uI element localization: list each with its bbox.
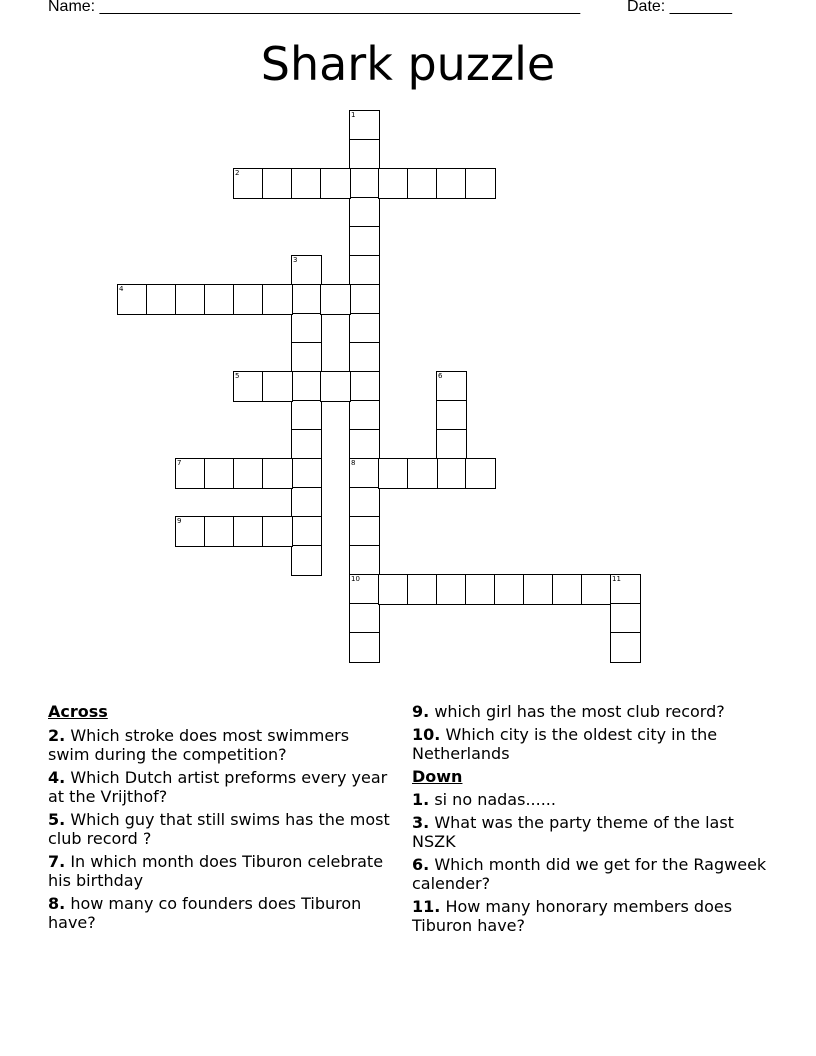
crossword-cell[interactable] (407, 168, 438, 199)
crossword-cell[interactable] (610, 632, 641, 663)
down-clue (412, 813, 772, 852)
crossword-cell[interactable] (204, 284, 235, 315)
crossword-cell[interactable] (349, 168, 380, 199)
cell-number: 1 (351, 111, 356, 119)
across-clue (48, 726, 393, 765)
across-clue (48, 768, 393, 807)
clue-number: 1. (412, 790, 430, 809)
crossword-cell[interactable] (581, 574, 612, 605)
clue-number: 6. (412, 854, 430, 874)
clue-text: Which stroke does most swimmers swim during the competition? (48, 725, 350, 764)
cell-number: 2 (235, 169, 240, 177)
crossword-cell[interactable] (233, 168, 264, 199)
crossword-cell[interactable] (262, 284, 293, 315)
crossword-cell[interactable] (291, 284, 322, 315)
crossword-cell[interactable] (349, 342, 380, 373)
crossword-cell[interactable] (233, 516, 264, 547)
crossword-cell[interactable] (349, 400, 380, 431)
crossword-cell[interactable] (378, 458, 409, 489)
clue-text: how many co founders does Tiburon have? (48, 893, 362, 932)
across-clue (48, 810, 393, 849)
crossword-cell[interactable] (349, 255, 380, 286)
crossword-cell[interactable] (349, 429, 380, 460)
cell-number: 9 (177, 517, 182, 525)
puzzle-title: Shark puzzle (260, 37, 556, 91)
crossword-cell[interactable] (552, 574, 583, 605)
crossword-cell[interactable] (349, 371, 380, 402)
clue-text: Which Dutch artist preforms every year at the Vrijthof? (48, 767, 388, 806)
crossword-cell[interactable] (262, 516, 293, 547)
clue-number: 4. (48, 767, 66, 787)
down-heading: Down (412, 766, 463, 786)
clue-number: 8. (48, 893, 66, 913)
crossword-cell[interactable] (349, 197, 380, 228)
crossword-cell[interactable] (349, 139, 380, 170)
crossword-cell[interactable] (610, 574, 641, 605)
clue-number: 11. (412, 896, 441, 916)
crossword-cell[interactable] (349, 226, 380, 257)
across-clue (412, 725, 772, 764)
crossword-cell[interactable] (378, 168, 409, 199)
clue-text: which girl has the most club record? (434, 702, 725, 721)
crossword-cell[interactable] (349, 574, 380, 605)
crossword-cell[interactable] (291, 487, 322, 518)
crossword-cell[interactable] (291, 255, 322, 286)
crossword-cell[interactable] (204, 458, 235, 489)
cell-number: 8 (351, 459, 356, 467)
crossword-cell[interactable] (320, 284, 351, 315)
clue-number: 9. (412, 702, 430, 721)
crossword-cell[interactable] (349, 284, 380, 315)
clue-number: 5. (48, 809, 66, 829)
cell-number: 4 (119, 285, 124, 293)
crossword-cell[interactable] (233, 458, 264, 489)
down-clue (412, 855, 772, 894)
clue-number: 2. (48, 725, 66, 745)
crossword-cell[interactable] (436, 371, 467, 402)
crossword-cell[interactable] (291, 516, 322, 547)
crossword-cell[interactable] (291, 371, 322, 402)
cell-number: 10 (351, 575, 360, 583)
crossword-cell[interactable] (204, 516, 235, 547)
cell-number: 11 (612, 575, 621, 583)
crossword-cell[interactable] (233, 284, 264, 315)
clue-text: How many honorary members does Tiburon have? (412, 896, 733, 935)
crossword-cell[interactable] (291, 545, 322, 576)
cell-number: 3 (293, 256, 298, 264)
crossword-cell[interactable] (117, 284, 148, 315)
clue-text: In which month does Tiburon celebrate his birthday (48, 851, 384, 890)
crossword-cell[interactable] (436, 168, 467, 199)
crossword-cell[interactable] (436, 429, 467, 460)
clue-text: Which guy that still swims has the most club record ? (48, 809, 390, 848)
crossword-cell[interactable] (378, 574, 409, 605)
down-clue (412, 897, 772, 936)
crossword-cell[interactable] (291, 458, 322, 489)
clue-text: What was the party theme of the last NSZK (412, 812, 734, 851)
crossword-cell[interactable] (349, 458, 380, 489)
crossword-cell[interactable] (262, 168, 293, 199)
crossword-cell[interactable] (436, 400, 467, 431)
across-clue (48, 894, 393, 933)
crossword-cell[interactable] (407, 458, 438, 489)
cell-number: 6 (438, 372, 443, 380)
date-field-label: Date: _______ (627, 0, 732, 15)
crossword-cell[interactable] (175, 284, 206, 315)
clue-text: Which month did we get for the Ragweek calender? (412, 854, 767, 893)
crossword-cell[interactable] (175, 516, 206, 547)
crossword-cell[interactable] (436, 458, 467, 489)
across-clue (48, 852, 393, 891)
clue-text: Which city is the oldest city in the Netherlands (412, 724, 718, 763)
crossword-cell[interactable] (465, 168, 496, 199)
crossword-cell[interactable] (349, 313, 380, 344)
crossword-cell[interactable] (349, 632, 380, 663)
crossword-cell[interactable] (291, 168, 322, 199)
clues-column-left (48, 702, 393, 936)
crossword-cell[interactable] (465, 458, 496, 489)
crossword-cell[interactable] (349, 603, 380, 634)
crossword-cell[interactable] (436, 574, 467, 605)
crossword-cell[interactable] (262, 371, 293, 402)
clue-text: si no nadas...... (434, 790, 556, 809)
cell-number: 7 (177, 459, 182, 467)
name-field-label: Name: ______________________________________________________ (48, 0, 581, 15)
crossword-cell[interactable] (407, 574, 438, 605)
clues-column-right (412, 702, 772, 939)
cell-number: 5 (235, 372, 240, 380)
crossword-cell[interactable] (291, 342, 322, 373)
crossword-cell[interactable] (262, 458, 293, 489)
down-clue (412, 790, 772, 810)
crossword-cell[interactable] (523, 574, 554, 605)
crossword-cell[interactable] (349, 487, 380, 518)
crossword-cell[interactable] (175, 458, 206, 489)
crossword-cell[interactable] (465, 574, 496, 605)
crossword-cell[interactable] (349, 110, 380, 141)
crossword-cell[interactable] (494, 574, 525, 605)
crossword-cell[interactable] (320, 168, 351, 199)
crossword-cell[interactable] (291, 400, 322, 431)
crossword-cell[interactable] (233, 371, 264, 402)
across-heading: Across (48, 702, 108, 721)
across-clue (412, 702, 772, 722)
crossword-cell[interactable] (320, 371, 351, 402)
crossword-cell[interactable] (146, 284, 177, 315)
clue-number: 10. (412, 724, 441, 744)
crossword-cell[interactable] (349, 545, 380, 576)
clue-number: 3. (412, 812, 430, 832)
crossword-cell[interactable] (291, 429, 322, 460)
clue-number: 7. (48, 851, 66, 871)
crossword-cell[interactable] (349, 516, 380, 547)
crossword-cell[interactable] (291, 313, 322, 344)
crossword-cell[interactable] (610, 603, 641, 634)
